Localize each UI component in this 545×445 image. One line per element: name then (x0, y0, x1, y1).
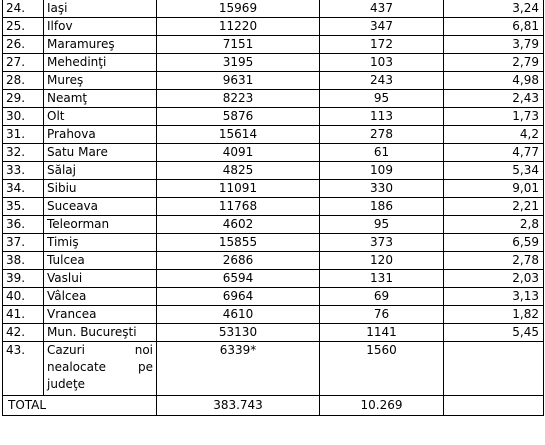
cell-new-cases: 1560 (320, 342, 444, 396)
cell-new-cases: 76 (320, 306, 444, 324)
county-name: Mureş (44, 72, 157, 90)
cell-rate: 6,59 (444, 234, 544, 252)
cell-total-cases: 11768 (157, 198, 320, 216)
row-number: 34. (3, 180, 44, 198)
cell-total-cases: 4602 (157, 216, 320, 234)
table-row (3, 36, 544, 54)
county-name: Prahova (44, 126, 157, 144)
county-name: Teleorman (44, 216, 157, 234)
cell-total-cases: 7151 (157, 36, 320, 54)
cell-rate: 2,21 (444, 198, 544, 216)
county-name: Tulcea (44, 252, 157, 270)
county-name: Timiş (44, 234, 157, 252)
table-row (3, 252, 544, 270)
row-number: 41. (3, 306, 44, 324)
county-name: Vrancea (44, 306, 157, 324)
cell-rate: 5,45 (444, 324, 544, 342)
table-row (3, 162, 544, 180)
unallocated-label-line-3: judeţe (47, 377, 86, 391)
row-number: 35. (3, 198, 44, 216)
table-row (3, 180, 544, 198)
row-number: 30. (3, 108, 44, 126)
table-row (3, 288, 544, 306)
cell-new-cases: 113 (320, 108, 444, 126)
cell-new-cases: 131 (320, 270, 444, 288)
total-new-cases: 10.269 (320, 396, 444, 416)
county-name: Maramureş (44, 36, 157, 54)
cell-total-cases: 6594 (157, 270, 320, 288)
table-row (3, 270, 544, 288)
county-name: Satu Mare (44, 144, 157, 162)
table-row (3, 216, 544, 234)
table-body (3, 0, 544, 342)
cell-new-cases: 1141 (320, 324, 444, 342)
table-row (3, 324, 544, 342)
county-name: Neamţ (44, 90, 157, 108)
cell-total-cases: 2686 (157, 252, 320, 270)
county-name: Sibiu (44, 180, 157, 198)
table-row (3, 54, 544, 72)
county-cases-table (2, 0, 544, 416)
row-number: 40. (3, 288, 44, 306)
unallocated-label-line-1: Cazuri noi (47, 343, 153, 357)
cell-rate: 2,03 (444, 270, 544, 288)
cell-rate: 9,01 (444, 180, 544, 198)
cell-rate: 2,79 (444, 54, 544, 72)
cell-new-cases: 69 (320, 288, 444, 306)
cell-total-cases: 3195 (157, 54, 320, 72)
total-rate (444, 396, 544, 416)
row-number: 25. (3, 18, 44, 36)
cell-total-cases: 4091 (157, 144, 320, 162)
cell-rate: 2,8 (444, 216, 544, 234)
cell-rate: 6,81 (444, 18, 544, 36)
cell-rate: 2,43 (444, 90, 544, 108)
cell-rate: 1,73 (444, 108, 544, 126)
cell-total-cases: 15855 (157, 234, 320, 252)
table-row-unallocated (3, 342, 544, 396)
cell-rate: 5,34 (444, 162, 544, 180)
table-row (3, 0, 544, 18)
cell-rate: 3,79 (444, 36, 544, 54)
county-name: Ilfov (44, 18, 157, 36)
county-name: Sălaj (44, 162, 157, 180)
cell-rate: 4,77 (444, 144, 544, 162)
cell-total-cases: 11220 (157, 18, 320, 36)
row-number: 32. (3, 144, 44, 162)
county-name: Olt (44, 108, 157, 126)
table-row (3, 198, 544, 216)
row-number: 24. (3, 0, 44, 18)
table-row (3, 126, 544, 144)
cell-total-cases: 6339* (157, 342, 320, 396)
row-number: 43. (3, 342, 44, 396)
row-number: 39. (3, 270, 44, 288)
cell-rate: 2,78 (444, 252, 544, 270)
row-number: 42. (3, 324, 44, 342)
table-row (3, 306, 544, 324)
cell-rate (444, 342, 544, 396)
cell-total-cases: 15969 (157, 0, 320, 18)
table-row (3, 144, 544, 162)
row-number: 29. (3, 90, 44, 108)
unallocated-label-line-2: nealocate pe (47, 360, 153, 374)
table-row (3, 72, 544, 90)
county-name: Iaşi (44, 0, 157, 18)
row-number: 31. (3, 126, 44, 144)
row-number: 28. (3, 72, 44, 90)
cell-new-cases: 95 (320, 90, 444, 108)
total-label: TOTAL (3, 396, 157, 416)
county-name: Mehedinţi (44, 54, 157, 72)
cell-new-cases: 373 (320, 234, 444, 252)
row-number: 38. (3, 252, 44, 270)
row-number: 36. (3, 216, 44, 234)
cell-total-cases: 11091 (157, 180, 320, 198)
county-name: Suceava (44, 198, 157, 216)
cell-new-cases: 243 (320, 72, 444, 90)
county-name: Vâlcea (44, 288, 157, 306)
cell-rate: 4,2 (444, 126, 544, 144)
row-number: 27. (3, 54, 44, 72)
county-name: Vaslui (44, 270, 157, 288)
cell-total-cases: 15614 (157, 126, 320, 144)
table-row (3, 18, 544, 36)
cell-total-cases: 9631 (157, 72, 320, 90)
cell-rate: 4,98 (444, 72, 544, 90)
cell-total-cases: 4610 (157, 306, 320, 324)
cell-new-cases: 61 (320, 144, 444, 162)
row-number: 33. (3, 162, 44, 180)
cell-total-cases: 4825 (157, 162, 320, 180)
county-name: Mun. Bucureşti (44, 324, 157, 342)
total-cases: 383.743 (157, 396, 320, 416)
cell-total-cases: 53130 (157, 324, 320, 342)
cell-new-cases: 278 (320, 126, 444, 144)
cell-total-cases: 8223 (157, 90, 320, 108)
cell-new-cases: 95 (320, 216, 444, 234)
row-number: 37. (3, 234, 44, 252)
unallocated-label (44, 342, 157, 396)
cell-rate: 3,13 (444, 288, 544, 306)
cell-new-cases: 347 (320, 18, 444, 36)
cell-new-cases: 109 (320, 162, 444, 180)
cell-new-cases: 186 (320, 198, 444, 216)
cell-new-cases: 437 (320, 0, 444, 18)
cell-new-cases: 330 (320, 180, 444, 198)
cell-new-cases: 172 (320, 36, 444, 54)
table-row (3, 90, 544, 108)
cell-rate: 1,82 (444, 306, 544, 324)
cell-new-cases: 103 (320, 54, 444, 72)
cell-rate: 3,24 (444, 0, 544, 18)
table-row (3, 108, 544, 126)
table-row (3, 234, 544, 252)
row-number: 26. (3, 36, 44, 54)
cell-total-cases: 5876 (157, 108, 320, 126)
cell-total-cases: 6964 (157, 288, 320, 306)
cell-new-cases: 120 (320, 252, 444, 270)
table-row-total (3, 396, 544, 416)
